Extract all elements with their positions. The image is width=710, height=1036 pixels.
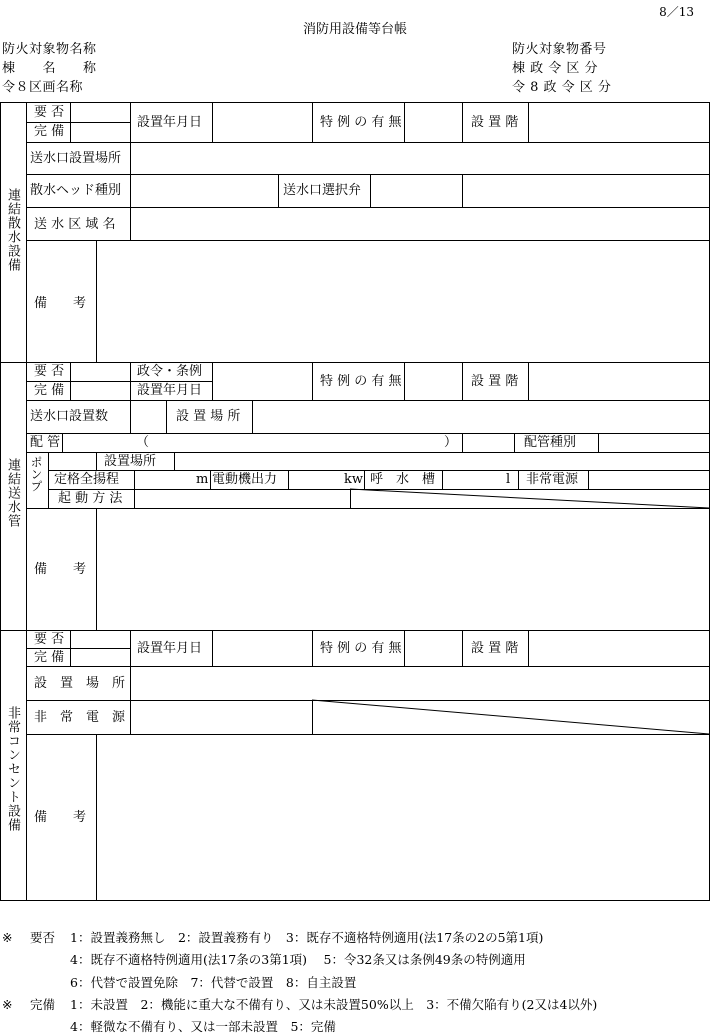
sec1-sousui-basho-label: 送水口設置場所 <box>30 151 122 166</box>
sec2-pump-label: ポンプ <box>29 456 43 492</box>
sec1-biko-label: 備 考 <box>34 296 87 311</box>
sec3-side-label: 非常コンセント設備 <box>5 706 20 832</box>
header-right-1: 防火対象物番号 <box>512 42 607 57</box>
sec2-tokurei-label: 特 例 の 有 無 <box>320 374 402 389</box>
sec2-setchi-kai-label: 設 置 階 <box>471 374 519 389</box>
sec2-paren-open: （ <box>136 435 150 450</box>
sec3-biko-label: 備 考 <box>34 810 87 825</box>
sec1-tokurei-label: 特 例 の 有 無 <box>320 115 402 130</box>
page-number: 8／13 <box>659 5 694 19</box>
sec3-yohi-label: 要 否 <box>34 632 65 647</box>
sec2-pump-basho-label: 設置場所 <box>104 454 157 469</box>
page-title: 消防用設備等台帳 <box>302 22 407 37</box>
sec1-sentaku-ben-label: 送水口選択弁 <box>283 183 362 198</box>
sec2-kanbi-label: 完 備 <box>34 383 65 398</box>
sec3-setchi-basho-label: 設 置 場 所 <box>34 676 126 691</box>
sec2-paren-close: ） <box>444 435 458 450</box>
sec3-hijo-dengen-label: 非 常 電 源 <box>34 710 126 725</box>
note-yohi-line-1: 1：設置義務無し 2：設置義務有り 3：既存不適格特例適用(法17条の2の5第1項) <box>70 930 544 945</box>
sec2-sousui-su-label: 送水口設置数 <box>30 409 109 424</box>
sec1-kuiki-label: 送 水 区 域 名 <box>34 217 116 232</box>
note-yohi-line-2: 4：既存不適格特例適用(法17条の3第1項) 5：令32条又は条例49条の特例適用 <box>70 952 526 967</box>
note-kanbi-line-1: 1：未設置 2：機能に重大な不備有り、又は未設置50%以上 3：不備欠陥有り(2又は4以外) <box>70 997 598 1012</box>
sec3-kanbi-label: 完 備 <box>34 650 65 665</box>
strike-kido <box>350 489 709 508</box>
sec2-setchi-basho-label: 設 置 場 所 <box>176 409 241 424</box>
sec2-hijo-dengen-label: 非常電源 <box>526 472 579 487</box>
sec2-yohi-label: 要 否 <box>34 364 65 379</box>
header-left-1: 防火対象物名称 <box>2 42 97 57</box>
sec1-setchi-kai-label: 設 置 階 <box>471 115 519 130</box>
note-yohi-label: 要否 <box>30 930 56 945</box>
header-left-2: 棟 名 称 <box>2 61 97 76</box>
sec2-unit-m: m <box>196 472 209 487</box>
sec3-setchi-date-label: 設置年月日 <box>137 641 203 656</box>
note-yohi-line-3: 6：代替で設置免除 7：代替で設置 8：自主設置 <box>70 975 357 990</box>
note-mark-2: ※ <box>2 997 13 1012</box>
sec2-unit-kw: kw <box>344 472 364 487</box>
note-kanbi-label: 完備 <box>30 997 56 1012</box>
sec2-haikan-label: 配 管 <box>30 435 61 450</box>
sec1-head-type-label: 散水ヘッド種別 <box>30 183 122 198</box>
sec1-yohi-label: 要 否 <box>34 105 65 120</box>
sec1-kanbi-label: 完 備 <box>34 124 65 139</box>
sec2-seirei-label: 政令・条例 <box>137 364 203 379</box>
strike-hijo-dengen <box>312 700 709 734</box>
sec2-unit-l: l <box>506 472 511 487</box>
sec2-teikaku-label: 定格全揚程 <box>54 472 120 487</box>
note-mark-1: ※ <box>2 930 13 945</box>
sec1-side-label: 連結散水設備 <box>5 188 20 272</box>
header-left-3: 令８区画名称 <box>2 80 84 95</box>
sec3-setchi-kai-label: 設 置 階 <box>471 641 519 656</box>
sec2-setchi-date-label: 設置年月日 <box>137 383 203 398</box>
sec3-tokurei-label: 特 例 の 有 無 <box>320 641 402 656</box>
note-kanbi-line-2: 4：軽微な不備有り、又は一部未設置 5：完備 <box>70 1019 336 1034</box>
sec2-haikan-shubetsu-label: 配管種別 <box>524 435 577 450</box>
sec2-kido-label: 起 動 方 法 <box>58 491 123 506</box>
header-right-2: 棟 政 令 区 分 <box>512 61 599 76</box>
sec2-side-label: 連結送水管 <box>5 458 20 528</box>
sec2-yobimizu-label: 呼 水 槽 <box>370 472 436 487</box>
sec1-setchi-date-label: 設置年月日 <box>137 115 203 130</box>
sec2-dendoki-label: 電動機出力 <box>212 472 278 487</box>
sec2-biko-label: 備 考 <box>34 562 87 577</box>
header-right-3: 令 8 政 令 区 分 <box>512 80 612 95</box>
